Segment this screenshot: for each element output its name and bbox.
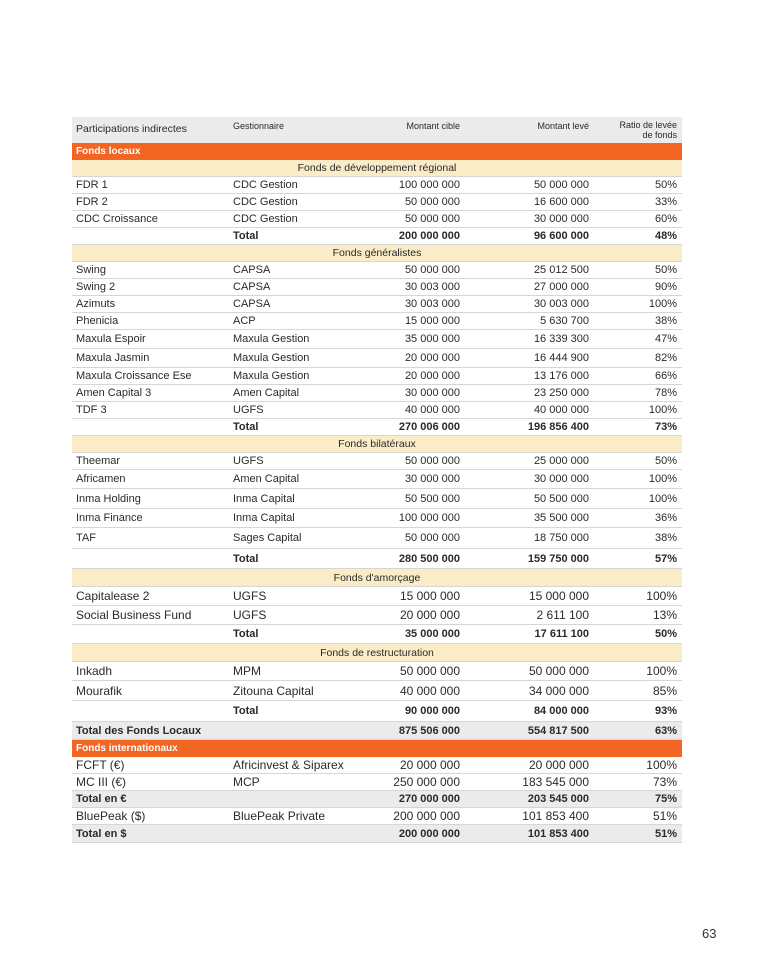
- row-ratio: 100%: [648, 473, 677, 485]
- row-name: Inma Holding: [76, 492, 141, 505]
- row-raised: 101 853 400: [527, 827, 589, 840]
- row-raised: 183 545 000: [522, 775, 589, 789]
- table-row: [72, 177, 682, 194]
- row-target: 875 506 000: [398, 724, 460, 737]
- subgroup-header: [72, 644, 682, 662]
- row-target: 40 000 000: [404, 404, 460, 416]
- row-target: 20 000 000: [399, 608, 460, 622]
- header-gestionnaire: Gestionnaire: [233, 121, 285, 131]
- table-row: [72, 509, 682, 528]
- row-manager: MPM: [233, 664, 261, 678]
- total-usd-row: [72, 825, 682, 843]
- row-name: Inma Finance: [76, 512, 143, 524]
- row-ratio: 100%: [648, 298, 677, 310]
- row-ratio: 36%: [654, 512, 677, 524]
- row-name: FDR 1: [76, 179, 108, 191]
- row-raised: 13 176 000: [533, 370, 589, 382]
- table-row: [72, 662, 682, 681]
- participations-table: [72, 117, 682, 843]
- row-target: 90 000 000: [404, 705, 460, 717]
- row-label: Total des Fonds Locaux: [76, 724, 202, 737]
- row-raised: 15 000 000: [528, 589, 589, 603]
- row-raised: 159 750 000: [527, 552, 589, 565]
- row-label: Total: [233, 628, 259, 640]
- row-target: 250 000 000: [393, 775, 460, 789]
- row-target: 200 000 000: [393, 809, 460, 823]
- row-manager: MCP: [233, 775, 260, 789]
- row-target: 50 000 000: [404, 532, 460, 544]
- total-eur-row: [72, 791, 682, 808]
- row-name: Social Business Fund: [76, 608, 192, 622]
- row-manager: Maxula Gestion: [233, 333, 310, 345]
- row-raised: 17 611 100: [534, 628, 589, 640]
- row-manager: CDC Gestion: [233, 196, 298, 208]
- table-row: [72, 808, 682, 825]
- table-row: [72, 296, 682, 313]
- row-manager: UGFS: [233, 608, 267, 622]
- table-row: [72, 606, 682, 625]
- section-label: Fonds locaux: [76, 146, 141, 157]
- row-ratio: 38%: [654, 315, 677, 327]
- row-name: Maxula Espoir: [76, 333, 146, 345]
- row-target: 100 000 000: [398, 512, 460, 524]
- row-name: Theemar: [76, 455, 121, 467]
- row-label: Total en $: [76, 827, 127, 840]
- row-target: 100 000 000: [398, 179, 460, 191]
- subtotal-row: [72, 701, 682, 722]
- row-name: CDC Croissance: [76, 213, 158, 225]
- row-manager: BluePeak Private: [233, 809, 326, 823]
- row-name: Inkadh: [76, 664, 113, 678]
- row-raised: 16 339 300: [533, 333, 589, 345]
- row-name: Capitalease 2: [76, 589, 150, 603]
- row-target: 30 000 000: [404, 473, 460, 485]
- row-manager: Maxula Gestion: [233, 352, 310, 364]
- table-row: [72, 528, 682, 549]
- row-target: 35 000 000: [404, 628, 460, 640]
- row-name: FCFT (€): [76, 758, 125, 772]
- row-manager: UGFS: [233, 455, 264, 467]
- row-ratio: 50%: [654, 455, 677, 467]
- row-ratio: 73%: [654, 421, 677, 433]
- row-raised: 5 630 700: [540, 315, 589, 327]
- row-ratio: 75%: [654, 793, 677, 805]
- row-raised: 50 000 000: [528, 664, 589, 678]
- row-raised: 16 444 900: [533, 352, 589, 364]
- section-fonds-internationaux: [72, 740, 682, 757]
- subtotal-row: [72, 549, 682, 569]
- row-target: 50 000 000: [404, 264, 460, 276]
- row-name: Swing 2: [76, 281, 116, 293]
- row-raised: 34 000 000: [528, 683, 589, 698]
- row-name: BluePeak ($): [76, 809, 146, 823]
- table-row: [72, 757, 682, 774]
- row-ratio: 73%: [652, 775, 677, 789]
- row-target: 30 000 000: [404, 387, 460, 399]
- row-manager: Maxula Gestion: [233, 370, 310, 382]
- row-ratio: 33%: [654, 196, 677, 208]
- row-ratio: 48%: [654, 230, 677, 242]
- row-name: Phenicia: [76, 315, 119, 327]
- subgroup-title: Fonds bilatéraux: [338, 438, 416, 450]
- row-name: MC III (€): [76, 775, 126, 789]
- subgroup-header: [72, 160, 682, 177]
- row-ratio: 82%: [654, 352, 677, 364]
- table-row: [72, 211, 682, 228]
- row-manager: CAPSA: [233, 264, 271, 276]
- row-raised: 30 000 000: [533, 213, 589, 225]
- row-target: 35 000 000: [404, 333, 460, 345]
- row-ratio: 100%: [648, 492, 677, 505]
- row-ratio: 47%: [654, 333, 677, 345]
- row-raised: 25 000 000: [533, 455, 589, 467]
- row-raised: 20 000 000: [528, 758, 589, 772]
- row-label: Total: [233, 421, 259, 433]
- table-header: [72, 117, 682, 143]
- table-row: [72, 349, 682, 368]
- subgroup-title: Fonds généralistes: [332, 247, 422, 259]
- subgroup-header: [72, 245, 682, 262]
- table-row: [72, 313, 682, 330]
- row-manager: UGFS: [233, 589, 267, 603]
- table-row: [72, 194, 682, 211]
- row-name: TAF: [76, 532, 96, 544]
- row-label: Total: [233, 552, 259, 565]
- row-raised: 16 600 000: [533, 196, 589, 208]
- row-raised: 18 750 000: [533, 532, 589, 544]
- row-name: Amen Capital 3: [76, 387, 152, 399]
- row-raised: 50 500 000: [533, 492, 589, 505]
- row-target: 50 500 000: [404, 492, 460, 505]
- total-fonds-locaux-row: [72, 722, 682, 740]
- subgroup-title: Fonds de restructuration: [320, 646, 434, 659]
- row-label: Total en €: [76, 793, 127, 805]
- row-target: 20 000 000: [399, 758, 460, 772]
- row-target: 200 000 000: [398, 230, 460, 242]
- row-manager: Zitouna Capital: [233, 683, 314, 698]
- row-target: 280 500 000: [398, 552, 460, 565]
- row-manager: UGFS: [233, 404, 264, 416]
- row-name: Swing: [76, 264, 106, 276]
- row-ratio: 90%: [654, 281, 677, 293]
- table-row: [72, 368, 682, 385]
- row-raised: 23 250 000: [533, 387, 589, 399]
- table-row: [72, 279, 682, 296]
- row-raised: 40 000 000: [533, 404, 589, 416]
- row-raised: 35 500 000: [533, 512, 589, 524]
- row-raised: 25 012 500: [533, 264, 589, 276]
- table-row: [72, 453, 682, 470]
- row-target: 30 003 000: [404, 281, 460, 293]
- subgroup-title: Fonds de développement régional: [297, 162, 457, 174]
- row-ratio: 78%: [654, 387, 677, 399]
- row-manager: Amen Capital: [233, 473, 300, 485]
- section-label: Fonds internationaux: [76, 743, 178, 754]
- row-name: TDF 3: [76, 404, 107, 416]
- row-target: 20 000 000: [404, 352, 460, 364]
- row-manager: Amen Capital: [233, 387, 300, 399]
- row-manager: Inma Capital: [233, 492, 295, 505]
- row-target: 40 000 000: [399, 683, 460, 698]
- row-manager: CDC Gestion: [233, 213, 298, 225]
- row-ratio: 85%: [652, 683, 677, 698]
- table-row: [72, 262, 682, 279]
- row-raised: 554 817 500: [527, 724, 589, 737]
- row-ratio: 100%: [646, 758, 677, 772]
- row-manager: Inma Capital: [233, 512, 295, 524]
- row-manager: Africinvest & Siparex: [233, 758, 344, 772]
- table-row: [72, 774, 682, 791]
- header-montant-leve: Montant levé: [537, 121, 589, 131]
- row-target: 50 000 000: [404, 455, 460, 467]
- row-target: 20 000 000: [404, 370, 460, 382]
- row-ratio: 50%: [654, 264, 677, 276]
- row-ratio: 100%: [646, 589, 677, 603]
- row-raised: 2 611 100: [536, 608, 589, 622]
- row-target: 270 006 000: [398, 421, 460, 433]
- header-ratio-line1: Ratio de levée: [619, 120, 677, 130]
- row-name: Africamen: [76, 473, 126, 485]
- row-ratio: 100%: [648, 404, 677, 416]
- subtotal-row: [72, 228, 682, 245]
- row-raised: 50 000 000: [533, 179, 589, 191]
- subtotal-row: [72, 419, 682, 436]
- row-manager: CAPSA: [233, 281, 271, 293]
- row-name: Azimuts: [76, 298, 116, 310]
- row-manager: CAPSA: [233, 298, 271, 310]
- row-ratio: 93%: [654, 705, 677, 717]
- row-label: Total: [233, 230, 259, 242]
- subgroup-header: [72, 436, 682, 453]
- row-manager: ACP: [233, 315, 256, 327]
- row-raised: 27 000 000: [533, 281, 589, 293]
- row-ratio: 51%: [654, 827, 677, 840]
- row-raised: 30 003 000: [533, 298, 589, 310]
- table-row: [72, 470, 682, 489]
- row-ratio: 63%: [654, 724, 677, 737]
- row-manager: Sages Capital: [233, 532, 302, 544]
- row-ratio: 38%: [654, 532, 677, 544]
- row-target: 15 000 000: [404, 315, 460, 327]
- row-target: 270 000 000: [398, 793, 460, 805]
- row-target: 50 000 000: [399, 664, 460, 678]
- row-ratio: 66%: [654, 370, 677, 382]
- row-raised: 101 853 400: [522, 809, 589, 823]
- table-row: [72, 330, 682, 349]
- row-raised: 96 600 000: [533, 230, 589, 242]
- row-name: FDR 2: [76, 196, 108, 208]
- row-ratio: 51%: [652, 809, 677, 823]
- row-raised: 84 000 000: [533, 705, 589, 717]
- row-manager: CDC Gestion: [233, 179, 298, 191]
- section-fonds-locaux: [72, 143, 682, 160]
- table-row: [72, 587, 682, 606]
- row-ratio: 13%: [652, 608, 677, 622]
- header-ratio-line2: de fonds: [642, 130, 677, 140]
- page-number: 63: [702, 926, 717, 941]
- row-target: 50 000 000: [404, 196, 460, 208]
- row-target: 200 000 000: [398, 827, 460, 840]
- subgroup-title: Fonds d'amorçage: [333, 571, 421, 584]
- header-ratio: [619, 120, 677, 140]
- table-row: [72, 402, 682, 419]
- row-ratio: 100%: [646, 664, 677, 678]
- table-row: [72, 681, 682, 701]
- row-ratio: 60%: [654, 213, 677, 225]
- row-ratio: 50%: [654, 179, 677, 191]
- row-target: 50 000 000: [404, 213, 460, 225]
- header-montant-cible: Montant cible: [406, 121, 460, 131]
- row-raised: 196 856 400: [527, 421, 589, 433]
- subtotal-row: [72, 625, 682, 644]
- row-target: 15 000 000: [399, 589, 460, 603]
- header-participations: Participations indirectes: [76, 123, 187, 135]
- table-row: [72, 385, 682, 402]
- row-ratio: 57%: [654, 552, 677, 565]
- row-raised: 203 545 000: [527, 793, 589, 805]
- subgroup-header: [72, 569, 682, 587]
- row-name: Maxula Jasmin: [76, 352, 150, 364]
- row-label: Total: [233, 705, 259, 717]
- local-groups: [72, 160, 682, 722]
- row-name: Maxula Croissance Ese: [76, 370, 192, 382]
- row-name: Mourafik: [76, 683, 123, 698]
- table-row: [72, 489, 682, 509]
- row-raised: 30 000 000: [533, 473, 589, 485]
- row-ratio: 50%: [654, 628, 677, 640]
- row-target: 30 003 000: [404, 298, 460, 310]
